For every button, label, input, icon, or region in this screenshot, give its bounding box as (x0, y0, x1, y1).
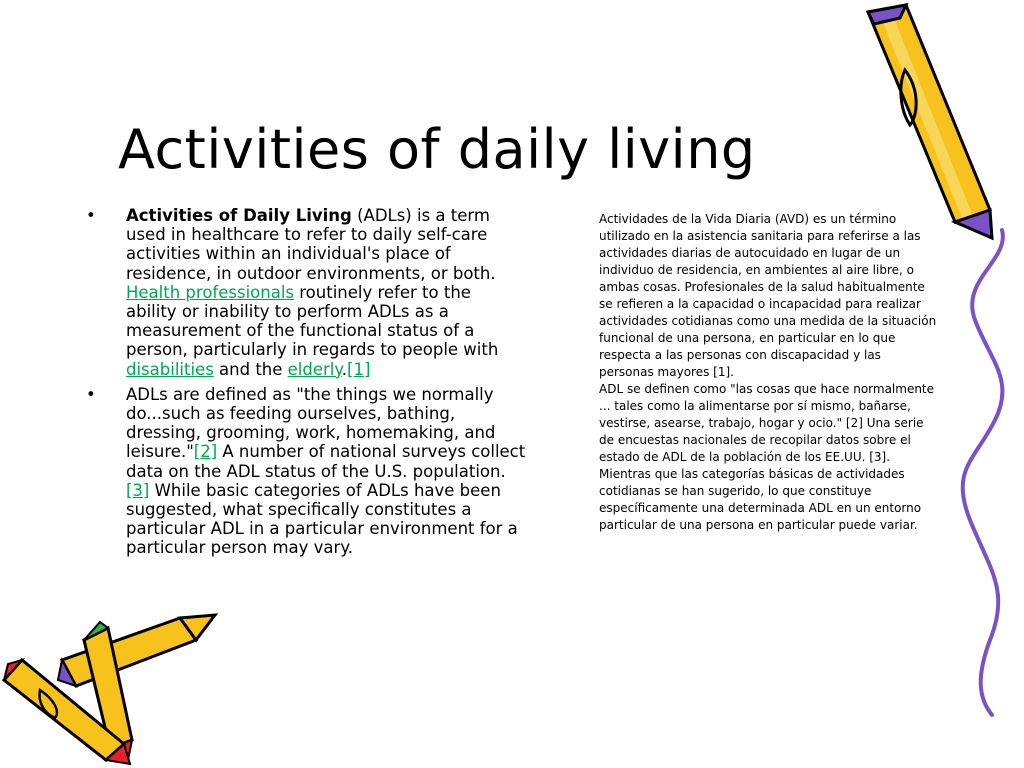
link-health-professionals[interactable]: Health professionals (126, 282, 294, 302)
pencil-top-right-icon (868, 5, 992, 238)
bullet-item: • Activities of Daily Living (ADLs) is a term used in healthcare to refer to daily self-care activities within an individual's place of residence, in outdoor environments, or both. Health professionals routinely refer to the ability or inability to perform ADLs as a measurement of the functional status of a person, particularly in regards to people with disabilities and the elderly.[1] (86, 206, 499, 379)
spanish-content (599, 211, 939, 534)
pencil-bottom-left-icon (4, 615, 215, 764)
slide-title: Activities of daily living (118, 118, 756, 181)
term-bold: Activities of Daily Living (126, 206, 352, 225)
squiggle-line-icon (963, 230, 1003, 715)
english-content (86, 206, 526, 564)
link-disabilities[interactable]: disabilities (126, 359, 214, 379)
link-ref-2[interactable]: [2] (193, 442, 218, 462)
link-ref-3[interactable]: [3] (126, 480, 150, 500)
bullet-icon: • (86, 384, 96, 404)
spanish-paragraph-2: ADL se definen como "las cosas que hace normalmente ... tales como la alimentarse por sí mismo, bañarse, vestirse, asearse, trabajo, hogar y ocio." [2] Una serie de encuestas nacionales de recopilar datos sobre el estado de ADL de la población de los EE.UU. [3]. Mientras que las categorías básicas de actividades cotidianas se han sugerido, lo que constituye específicamente una determinada ADL en un entorno particular de una persona en particular puede variar. (599, 382, 935, 532)
link-ref-1[interactable]: [1] (347, 359, 371, 379)
link-elderly[interactable]: elderly (287, 359, 342, 379)
bullet-item: • ADLs are defined as "the things we normally do...such as feeding ourselves, bathing, dressing, grooming, work, homemaking, and leisure."[2] A number of national surveys collect data on the ADL status of the U.S. population.[3] While basic categories of ADLs have been suggested, what specifically constitutes a particular ADL in a particular environment for a particular person may vary. (86, 384, 526, 558)
spanish-paragraph-1: Actividades de la Vida Diaria (AVD) es un término utilizado en la asistencia sanitaria para referirse a las actividades diarias de autocuidado en lugar de un individuo de residencia, en ambientes al aire libre, o ambas cosas. Profesionales de la salud habitualmente se refieren a la capacidad o incapacidad para realizar actividades cotidianas como una medida de la situación funcional de una persona, en particular en lo que respecta a las personas con discapacidad y las personas mayores [1]. (599, 212, 937, 379)
bullet-icon: • (86, 206, 96, 225)
